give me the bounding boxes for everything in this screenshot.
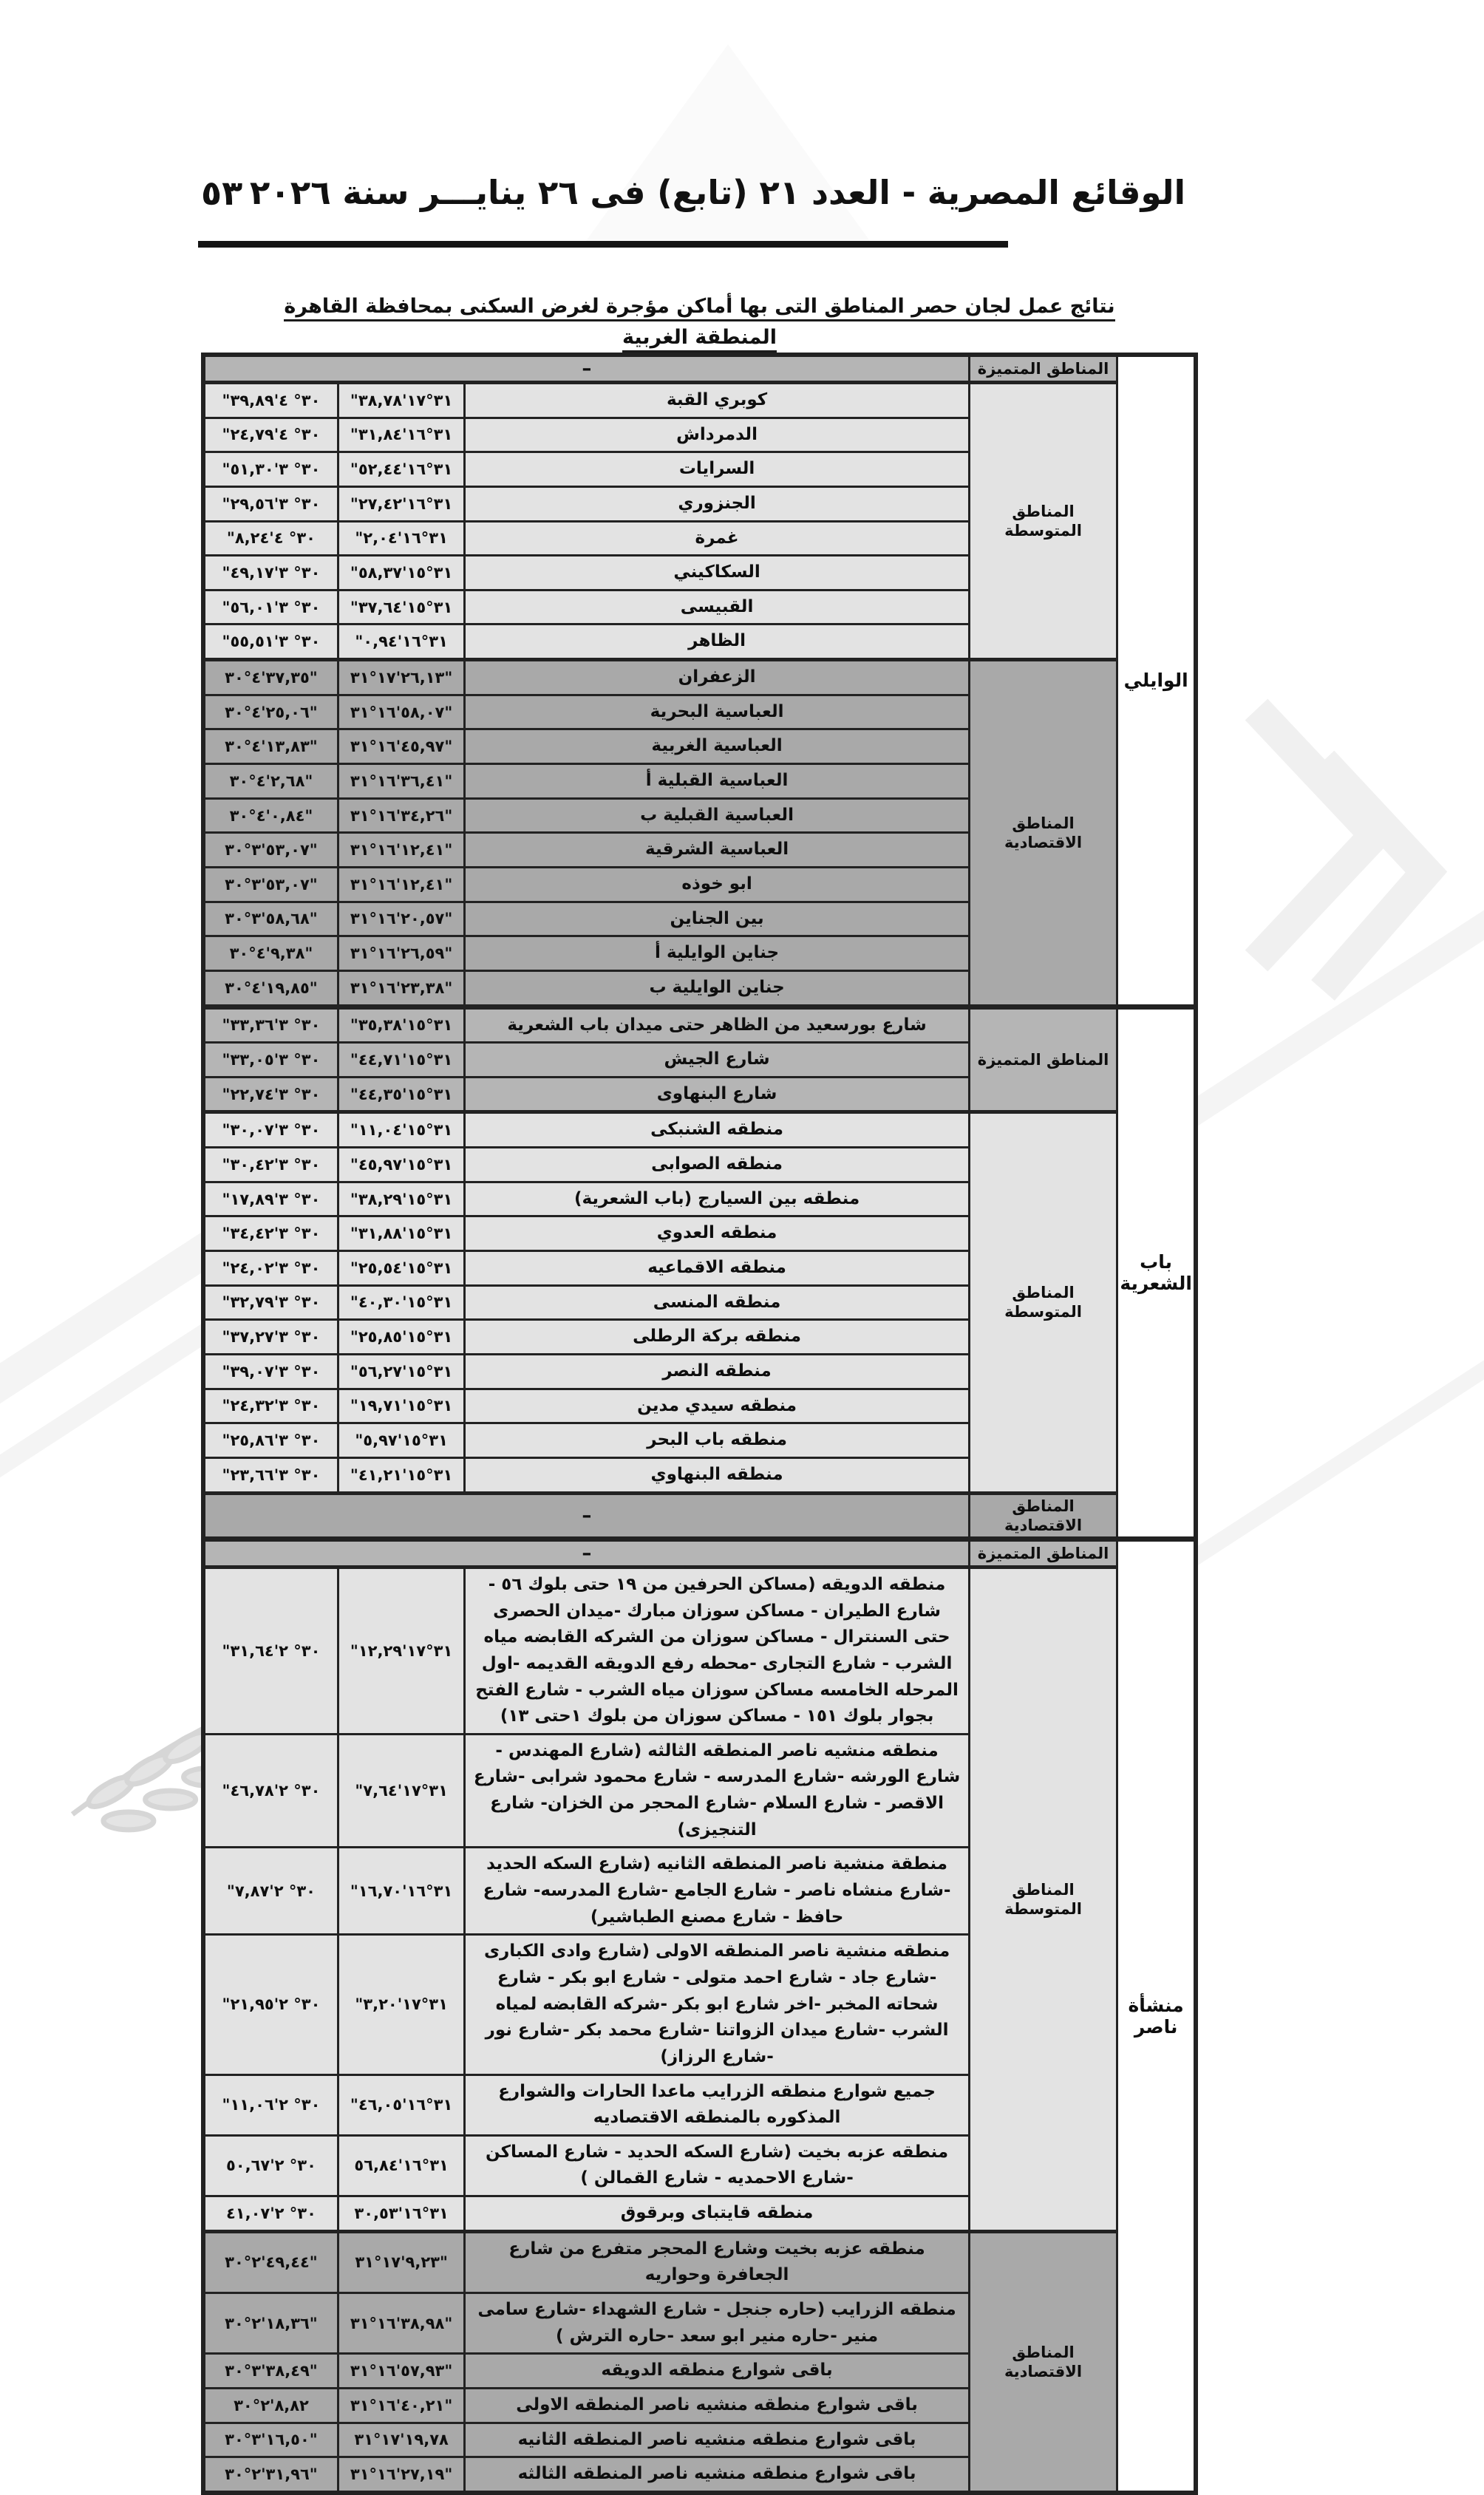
area-name-cell: الظاهر xyxy=(465,624,970,660)
longitude-cell: ٣١°١٦'٣٦,٤١" xyxy=(338,764,464,799)
latitude-cell: ٣٠°٤'٢,٦٨" xyxy=(203,764,338,799)
area-name-cell: منطقه النصر xyxy=(465,1354,970,1389)
longitude-cell: "٣٧,٦٤'١٥°٣١ xyxy=(338,590,464,624)
latitude-cell: "٢٤,٠٢'٣ °٣٠ xyxy=(203,1251,338,1286)
longitude-cell: ٣١°١٧'١٩,٧٨ xyxy=(338,2423,464,2457)
latitude-cell: "٣٠,٠٧'٣ °٣٠ xyxy=(203,1112,338,1148)
longitude-cell: "٥٢,٤٤'١٦°٣١ xyxy=(338,452,464,487)
area-name-cell: منطقه المنسى xyxy=(465,1285,970,1320)
area-name-cell: العباسية القبلية أ xyxy=(465,764,970,799)
area-name-cell: السرايات xyxy=(465,452,970,487)
area-name-cell: غمرة xyxy=(465,521,970,556)
area-name-cell: منطقه باب البحر xyxy=(465,1423,970,1458)
longitude-cell: ٣١°١٦'٣٤,٢٦" xyxy=(338,798,464,833)
latitude-cell: "٣٩,٠٧'٣ °٣٠ xyxy=(203,1354,338,1389)
area-name-cell: كوبري القبة xyxy=(465,383,970,418)
longitude-cell: "٥٨,٣٧'١٥°٣١ xyxy=(338,556,464,590)
gazette-header-title: الوقائع المصرية - العدد ٢١ (تابع) فى ٢٦ ينايـــر سنة ٢٠٢٦ xyxy=(249,173,1185,212)
longitude-cell: "٠,٩٤'١٦°٣١ xyxy=(338,624,464,660)
category-cell: المناطق المتميزة xyxy=(969,1539,1117,1568)
longitude-cell: "٣١,٨٨'١٥°٣١ xyxy=(338,1216,464,1251)
longitude-cell: "٣١,٨٤'١٦°٣١ xyxy=(338,418,464,452)
longitude-cell: ٣١°١٦'٢٣,٣٨" xyxy=(338,970,464,1007)
latitude-cell: ٣٠°٤'٢٥,٠٦" xyxy=(203,695,338,729)
area-name-cell: بين الجناين xyxy=(465,902,970,936)
area-name-cell: الدمرداش xyxy=(465,418,970,452)
category-cell: المناطق المتميزة xyxy=(969,355,1117,383)
district-cell: منشأة ناصر xyxy=(1117,1539,1196,2493)
latitude-cell: "٢٤,٣٢'٣ °٣٠ xyxy=(203,1389,338,1423)
area-name-cell: منطقه الشنبكى xyxy=(465,1112,970,1148)
longitude-cell: "٣٨,٧٨'١٧°٣١ xyxy=(338,383,464,418)
district-cell: الوايلي xyxy=(1117,355,1196,1007)
latitude-cell: ٣٠°٢'٣١,٩٦" xyxy=(203,2457,338,2493)
area-name-cell: ابو خوذه xyxy=(465,867,970,902)
latitude-cell: ٣٠°٤'٠,٨٤" xyxy=(203,798,338,833)
latitude-cell: "٣١,٦٤'٢ °٣٠ xyxy=(203,1568,338,1735)
latitude-cell: "٢٢,٧٤'٣ °٣٠ xyxy=(203,1077,338,1112)
longitude-cell: ٣١°١٦'٤٥,٩٧" xyxy=(338,729,464,764)
latitude-cell: "١٧,٨٩'٣ °٣٠ xyxy=(203,1182,338,1216)
category-cell: المناطق المتوسطة xyxy=(969,1112,1117,1493)
area-name-cell: السكاكيني xyxy=(465,556,970,590)
area-name-cell: القبيسى xyxy=(465,590,970,624)
table-subtitle: المنطقة الغربية xyxy=(201,326,1198,349)
area-name-cell: منطقه الزرايب (حاره جنجل - شارع الشهداء -شارع سامى منير -حاره منير ابو سعد -حاره الترش ) xyxy=(465,2293,970,2354)
area-name-cell: منطقه الصوابى xyxy=(465,1148,970,1182)
latitude-cell: "٣٠,٤٢'٣ °٣٠ xyxy=(203,1148,338,1182)
longitude-cell: ٣١°١٦'١٢,٤١" xyxy=(338,833,464,868)
latitude-cell: "٣٣,٣٦'٣ °٣٠ xyxy=(203,1007,338,1043)
table-row xyxy=(203,1112,1196,1148)
area-name-cell: منطقه بركة الرطلى xyxy=(465,1320,970,1355)
page-header xyxy=(201,173,1185,213)
area-name-cell: العباسية البحرية xyxy=(465,695,970,729)
latitude-cell: "٣٩,٨٩'٤ °٣٠ xyxy=(203,383,338,418)
latitude-cell: ٣٠°٣'٣٨,٤٩" xyxy=(203,2354,338,2389)
longitude-cell: "٥,٩٧'١٥°٣١ xyxy=(338,1423,464,1458)
area-name-cell: العباسية القبلية ب xyxy=(465,798,970,833)
table-row xyxy=(203,383,1196,418)
table-row xyxy=(203,660,1196,695)
latitude-cell: "٣٤,٤٢'٣ °٣٠ xyxy=(203,1216,338,1251)
latitude-cell: "٥٦,٠١'٣ °٣٠ xyxy=(203,590,338,624)
longitude-cell: "٤٥,٩٧'١٥°٣١ xyxy=(338,1148,464,1182)
longitude-cell: ٣١°١٧'٢٦,١٣" xyxy=(338,660,464,695)
area-name-cell: منطقه منشية ناصر المنطقه الاولى (شارع وادى الكبارى -شارع جاد - شارع احمد متولى - شارع ابو بكر - شارع شحاته المخبر -اخر شارع ابو بكر -شركه القابضه لمياه الشرب -شارع ميدان الزواتنا -شارع محمد بكر -شارع نور -شارع الرزاز) xyxy=(465,1935,970,2074)
longitude-cell: "٢٥,٨٥'١٥°٣١ xyxy=(338,1320,464,1355)
category-cell: المناطق الاقتصادية xyxy=(969,2231,1117,2493)
longitude-cell: ٣١°١٦'٣٨,٩٨" xyxy=(338,2293,464,2354)
area-name-cell: الجنزوري xyxy=(465,486,970,521)
area-name-cell: منطقه الاقماعيه xyxy=(465,1251,970,1286)
longitude-cell: "٢,٠٤'١٦°٣١ xyxy=(338,521,464,556)
latitude-cell: "٥٥,٥١'٣ °٣٠ xyxy=(203,624,338,660)
longitude-cell: "٢٧,٤٢'١٦°٣١ xyxy=(338,486,464,521)
longitude-cell: "٧,٦٤'١٧°٣١ xyxy=(338,1734,464,1848)
dash-cell: – xyxy=(203,355,969,383)
longitude-cell: "٥٦,٢٧'١٥°٣١ xyxy=(338,1354,464,1389)
latitude-cell: ٣٠°٤'١٣,٨٣" xyxy=(203,729,338,764)
area-name-cell: جناين الوايلية ب xyxy=(465,970,970,1007)
area-name-cell: منطقه قايتباى وبرقوق xyxy=(465,2196,970,2232)
longitude-cell: ٣١°١٦'٥٧,٩٣" xyxy=(338,2354,464,2389)
latitude-cell: ٣٠°٣'١٦,٥٠" xyxy=(203,2423,338,2457)
latitude-cell: "٨,٢٤'٤ °٣٠ xyxy=(203,521,338,556)
table-row xyxy=(203,1493,1196,1539)
category-cell: المناطق الاقتصادية xyxy=(969,660,1117,1007)
latitude-cell: ٣٠°٢'٤٩,٤٤" xyxy=(203,2231,338,2293)
table-row xyxy=(203,1568,1196,1735)
table-row xyxy=(203,1007,1196,1043)
latitude-cell: "٣٧,٢٧'٣ °٣٠ xyxy=(203,1320,338,1355)
area-name-cell: باقى شوارع منطقه منشيه ناصر المنطقه الاولى xyxy=(465,2388,970,2423)
longitude-cell: "٤٠,٣٠'١٥°٣١ xyxy=(338,1285,464,1320)
longitude-cell: "١٢,٢٩'١٧°٣١ xyxy=(338,1568,464,1735)
longitude-cell: "٣٥,٣٨'١٥°٣١ xyxy=(338,1007,464,1043)
area-name-cell: الزعفران xyxy=(465,660,970,695)
area-name-cell: باقى شوارع منطقه منشيه ناصر المنطقه الثالثه xyxy=(465,2457,970,2493)
latitude-cell: ٣٠°٤'٩,٣٨" xyxy=(203,936,338,971)
latitude-cell: "٢٣,٦٦'٣ °٣٠ xyxy=(203,1457,338,1493)
latitude-cell: "٢٤,٧٩'٤ °٣٠ xyxy=(203,418,338,452)
area-name-cell: منطقه العدوي xyxy=(465,1216,970,1251)
dash-cell: – xyxy=(203,1493,969,1539)
latitude-cell: "٢٩,٥٦'٣ °٣٠ xyxy=(203,486,338,521)
category-cell: المناطق المتميزة xyxy=(969,1007,1117,1112)
area-name-cell: العباسية الغربية xyxy=(465,729,970,764)
area-name-cell: منطقه منشيه ناصر المنطقه الثالثه (شارع المهندس - شارع الورشه -شارع المدرسه - شارع محمود شرابى -شارع الاقصر - شارع السلام -شارع المحجر من الخزان- شارع التنجيزى) xyxy=(465,1734,970,1848)
table-row xyxy=(203,1539,1196,1568)
longitude-cell: "٤٤,٣٥'١٥°٣١ xyxy=(338,1077,464,1112)
latitude-cell: ٥٠,٦٧'٢ °٣٠ xyxy=(203,2135,338,2196)
latitude-cell: ٣٠°٣'٥٣,٠٧" xyxy=(203,867,338,902)
latitude-cell: "٤٩,١٧'٣ °٣٠ xyxy=(203,556,338,590)
area-name-cell: شارع الجيش xyxy=(465,1043,970,1078)
longitude-cell: "٣,٢٠'١٧°٣١ xyxy=(338,1935,464,2074)
survey-table-wrapper xyxy=(201,353,1198,2495)
latitude-cell: "٢٥,٨٦'٣ °٣٠ xyxy=(203,1423,338,1458)
latitude-cell: ٣٠°٤'١٩,٨٥" xyxy=(203,970,338,1007)
longitude-cell: "٢٥,٥٤'١٥°٣١ xyxy=(338,1251,464,1286)
table-title: نتائج عمل لجان حصر المناطق التى بها أماكن مؤجرة لغرض السكنى بمحافظة القاهرة xyxy=(201,295,1198,318)
longitude-cell: ٣١°١٦'٥٨,٠٧" xyxy=(338,695,464,729)
latitude-cell: "٥١,٣٠'٣ °٣٠ xyxy=(203,452,338,487)
longitude-cell: ٣١°١٦'٢٧,١٩" xyxy=(338,2457,464,2493)
area-name-cell: شارع البنهاوى xyxy=(465,1077,970,1112)
longitude-cell: ٣١°١٦'٤٠,٢١" xyxy=(338,2388,464,2423)
category-cell: المناطق المتوسطة xyxy=(969,1568,1117,2232)
dash-cell: – xyxy=(203,1539,969,1568)
page-number: ٥٣ xyxy=(201,173,243,213)
area-name-cell: منطقه بين السيارج (باب الشعرية) xyxy=(465,1182,970,1216)
category-cell: المناطق الاقتصادية xyxy=(969,1493,1117,1539)
longitude-cell: "١١,٠٤'١٥°٣١ xyxy=(338,1112,464,1148)
longitude-cell: "٣٨,٢٩'١٥°٣١ xyxy=(338,1182,464,1216)
area-name-cell: منطقه الدويقه (مساكن الحرفين من ١٩ حتى بلوك ٥٦ - شارع الطيران - مساكن سوزان مبارك -ميدان الحصرى حتى السنترال - مساكن سوزان من الشركه القابضه مياه الشرب - شارع التجارى -محطه رفع الدويقه القديمه -اول المرحله الخامسه مساكن سوزان مياه الشرب - شارع الفتح بجوار بلوك ١٥١ - مساكن سوزان من بلوك ١حتى ١٣) xyxy=(465,1568,970,1735)
area-name-cell: منطقه عزبه بخيت وشارع المحجر متفرع من شارع الجعافرة وحواريه xyxy=(465,2231,970,2293)
area-name-cell: العباسية الشرقية xyxy=(465,833,970,868)
area-name-cell: جميع شوارع منطقه الزرايب ماعدا الحارات والشوارع المذكوره بالمنطقه الاقتصاديه xyxy=(465,2074,970,2135)
longitude-cell: ٣٠,٥٣'١٦°٣١ xyxy=(338,2196,464,2232)
latitude-cell: "٤٦,٧٨'٢ °٣٠ xyxy=(203,1734,338,1848)
longitude-cell: "١٦,٧٠'١٦°٣١ xyxy=(338,1848,464,1935)
latitude-cell: ٣٠°٢'١٨,٣٦" xyxy=(203,2293,338,2354)
longitude-cell: "٤١,٢١'١٥°٣١ xyxy=(338,1457,464,1493)
area-name-cell: باقى شوارع منطقه منشيه ناصر المنطقه الثانيه xyxy=(465,2423,970,2457)
longitude-cell: ٥٦,٨٤'١٦°٣١ xyxy=(338,2135,464,2196)
longitude-cell: "٤٦,٠٥'١٦°٣١ xyxy=(338,2074,464,2135)
latitude-cell: ٣٠°٤'٣٧,٣٥" xyxy=(203,660,338,695)
longitude-cell: ٣١°١٦'١٢,٤١" xyxy=(338,867,464,902)
area-name-cell: شارع بورسعيد من الظاهر حتى ميدان باب الشعرية xyxy=(465,1007,970,1043)
longitude-cell: "٤٤,٧١'١٥°٣١ xyxy=(338,1043,464,1078)
area-name-cell: جناين الوايلية أ xyxy=(465,936,970,971)
header-rule xyxy=(198,241,1008,248)
latitude-cell: ٣٠°٢'٨,٨٢ xyxy=(203,2388,338,2423)
area-name-cell: منطقه سيدي مدين xyxy=(465,1389,970,1423)
area-name-cell: منطقة منشية ناصر المنطقه الثانيه (شارع السكه الحديد -شارع منشاه ناصر - شارع الجامع -شارع المدرسه- شارع حافظ - شارع مصنع الطباشير) xyxy=(465,1848,970,1935)
latitude-cell: ٤١,٠٧'٢ °٣٠ xyxy=(203,2196,338,2232)
area-name-cell: منطقه البنهاوي xyxy=(465,1457,970,1493)
area-name-cell: منطقه عزبه بخيت (شارع السكه الحديد - شارع المساكن -شارع الاحمديه - شارع القمالن ) xyxy=(465,2135,970,2196)
latitude-cell: ٣٠°٣'٥٨,٦٨" xyxy=(203,902,338,936)
latitude-cell: "٧,٨٧'٢ °٣٠ xyxy=(203,1848,338,1935)
latitude-cell: ٣٠°٣'٥٣,٠٧" xyxy=(203,833,338,868)
longitude-cell: ٣١°١٦'٢٠,٥٧" xyxy=(338,902,464,936)
latitude-cell: "٣٣,٠٥'٣ °٣٠ xyxy=(203,1043,338,1078)
survey-table xyxy=(201,353,1198,2495)
latitude-cell: "٣٢,٧٩'٣ °٣٠ xyxy=(203,1285,338,1320)
area-name-cell: باقى شوارع منطقه الدويقه xyxy=(465,2354,970,2389)
table-row xyxy=(203,2231,1196,2293)
longitude-cell: "١٩,٧١'١٥°٣١ xyxy=(338,1389,464,1423)
district-cell: باب الشعرية xyxy=(1117,1007,1196,1539)
longitude-cell: ٣١°١٦'٢٦,٥٩" xyxy=(338,936,464,971)
latitude-cell: "١١,٠٦'٢ °٣٠ xyxy=(203,2074,338,2135)
category-cell: المناطق المتوسطة xyxy=(969,383,1117,660)
latitude-cell: "٢١,٩٥'٢ °٣٠ xyxy=(203,1935,338,2074)
table-row xyxy=(203,355,1196,383)
longitude-cell: ٣١°١٧'٩,٢٣" xyxy=(338,2231,464,2293)
